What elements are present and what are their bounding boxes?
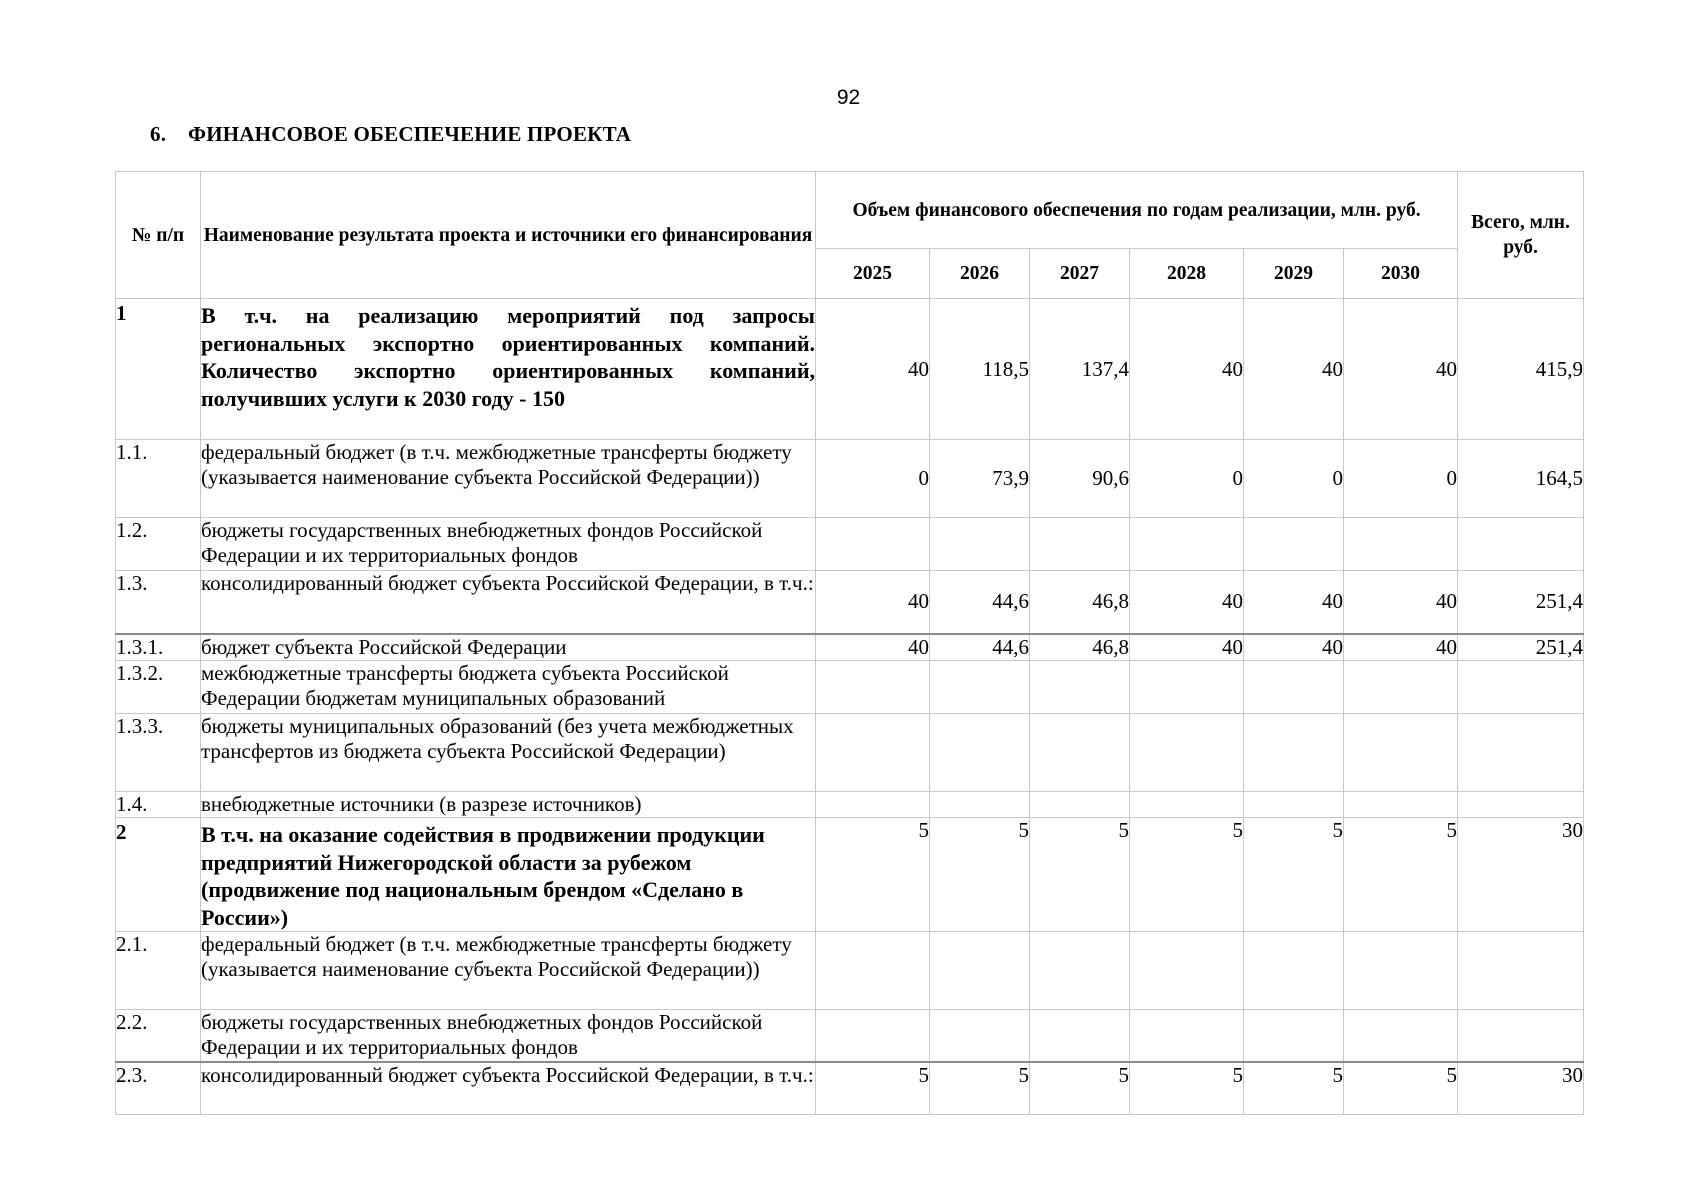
row-name: консолидированный бюджет субъекта Российской Федерации, в т.ч.: [201, 1062, 816, 1115]
value-2027 [1030, 518, 1130, 571]
value-2027 [1030, 714, 1130, 792]
value-2028 [1130, 792, 1244, 818]
value-2028: 40 [1130, 634, 1244, 661]
page-number: 92 [836, 86, 861, 109]
row-number: 1 [116, 299, 201, 440]
header-no: № п/п [116, 172, 201, 299]
value-2026 [930, 792, 1030, 818]
value-2025 [816, 932, 930, 1010]
value-2027: 90,6 [1030, 440, 1130, 518]
value-2026 [930, 661, 1030, 714]
value-2030: 0 [1344, 440, 1458, 518]
header-year-2026: 2026 [930, 249, 1030, 299]
value-2027: 5 [1030, 1062, 1130, 1115]
table-row [116, 440, 1584, 518]
value-total: 251,4 [1458, 571, 1584, 634]
table-row [116, 571, 1584, 634]
value-2028: 0 [1130, 440, 1244, 518]
value-2030 [1344, 714, 1458, 792]
row-number: 2.2. [116, 1010, 201, 1062]
section-title [150, 122, 631, 147]
value-2028 [1130, 1010, 1244, 1062]
value-2030 [1344, 1010, 1458, 1062]
value-2026 [930, 932, 1030, 1010]
value-total [1458, 1010, 1584, 1062]
value-2027: 46,8 [1030, 634, 1130, 661]
row-name: межбюджетные трансферты бюджета субъекта Российской Федерации бюджетам муниципальных образований [201, 661, 816, 714]
value-2027: 137,4 [1030, 299, 1130, 440]
value-total [1458, 932, 1584, 1010]
value-2030 [1344, 792, 1458, 818]
row-number: 1.3. [116, 571, 201, 634]
section-heading: ФИНАНСОВОЕ ОБЕСПЕЧЕНИЕ ПРОЕКТА [188, 122, 632, 146]
header-year-2028: 2028 [1130, 249, 1244, 299]
table-row [116, 299, 1584, 440]
table-row [116, 661, 1584, 714]
value-2025: 40 [816, 571, 930, 634]
value-2026 [930, 1010, 1030, 1062]
table-row [116, 818, 1584, 932]
value-2028 [1130, 714, 1244, 792]
value-2029 [1244, 661, 1344, 714]
value-2026: 44,6 [930, 634, 1030, 661]
header-year-2030: 2030 [1344, 249, 1458, 299]
value-2030 [1344, 932, 1458, 1010]
table-row [116, 1010, 1584, 1062]
section-number: 6. [150, 122, 167, 146]
value-2025 [816, 661, 930, 714]
value-2029: 5 [1244, 818, 1344, 932]
value-2027 [1030, 792, 1130, 818]
value-2029 [1244, 518, 1344, 571]
value-total [1458, 518, 1584, 571]
value-2027 [1030, 932, 1130, 1010]
value-2030 [1344, 661, 1458, 714]
value-2030: 40 [1344, 299, 1458, 440]
value-2030: 5 [1344, 818, 1458, 932]
table-row [116, 518, 1584, 571]
row-number: 1.1. [116, 440, 201, 518]
value-2030: 40 [1344, 571, 1458, 634]
value-total: 251,4 [1458, 634, 1584, 661]
value-2029 [1244, 792, 1344, 818]
value-2029: 5 [1244, 1062, 1344, 1115]
row-name: федеральный бюджет (в т.ч. межбюджетные трансферты бюджету (указывается наименование субъекта Российской Федерации)) [201, 932, 816, 1010]
header-name: Наименование результата проекта и источники его финансирования [201, 172, 816, 299]
value-2027 [1030, 661, 1130, 714]
value-total: 164,5 [1458, 440, 1584, 518]
table-row [116, 1062, 1584, 1115]
value-2025: 5 [816, 1062, 930, 1115]
value-total [1458, 714, 1584, 792]
table-row [116, 714, 1584, 792]
table-row [116, 792, 1584, 818]
value-2026: 5 [930, 1062, 1030, 1115]
value-2026: 73,9 [930, 440, 1030, 518]
value-2025: 0 [816, 440, 930, 518]
value-2025: 40 [816, 299, 930, 440]
value-2025: 40 [816, 634, 930, 661]
row-name: консолидированный бюджет субъекта Российской Федерации, в т.ч.: [201, 571, 816, 634]
value-total: 30 [1458, 1062, 1584, 1115]
row-name: В т.ч. на реализацию мероприятий под запросы региональных экспортно ориентированных компаний. Количество экспортно ориентированных компаний, получивших услуги к 2030 году - 150 [201, 299, 816, 440]
value-2028: 5 [1130, 818, 1244, 932]
value-2028: 5 [1130, 1062, 1244, 1115]
header-year-2029: 2029 [1244, 249, 1344, 299]
row-number: 1.3.3. [116, 714, 201, 792]
row-name: бюджеты муниципальных образований (без учета межбюджетных трансфертов из бюджета субъекта Российской Федерации) [201, 714, 816, 792]
value-2028: 40 [1130, 299, 1244, 440]
value-2028 [1130, 518, 1244, 571]
header-row-1 [116, 172, 1584, 249]
row-name: В т.ч. на оказание содействия в продвижении продукции предприятий Нижегородской области за рубежом (продвижение под национальным брендом «Сделано в России») [201, 818, 816, 932]
value-total [1458, 661, 1584, 714]
row-name: федеральный бюджет (в т.ч. межбюджетные трансферты бюджету (указывается наименование субъекта Российской Федерации)) [201, 440, 816, 518]
value-2025 [816, 518, 930, 571]
value-2028: 40 [1130, 571, 1244, 634]
value-2029 [1244, 1010, 1344, 1062]
header-year-2027: 2027 [1030, 249, 1130, 299]
value-2025 [816, 792, 930, 818]
header-year-2025: 2025 [816, 249, 930, 299]
value-2029 [1244, 714, 1344, 792]
value-2026: 44,6 [930, 571, 1030, 634]
value-2030: 5 [1344, 1062, 1458, 1115]
value-total: 415,9 [1458, 299, 1584, 440]
value-2026 [930, 518, 1030, 571]
row-number: 2.3. [116, 1062, 201, 1115]
row-name: бюджеты государственных внебюджетных фондов Российской Федерации и их территориальных фондов [201, 518, 816, 571]
value-2030: 40 [1344, 634, 1458, 661]
row-number: 1.3.2. [116, 661, 201, 714]
value-2027: 46,8 [1030, 571, 1130, 634]
row-number: 1.4. [116, 792, 201, 818]
header-volume: Объем финансового обеспечения по годам реализации, млн. руб. [816, 172, 1458, 249]
value-2025 [816, 1010, 930, 1062]
value-2027 [1030, 1010, 1130, 1062]
financing-table [115, 171, 1584, 1115]
row-number: 2.1. [116, 932, 201, 1010]
header-total: Всего, млн. руб. [1458, 172, 1584, 299]
value-2029: 40 [1244, 634, 1344, 661]
value-2029 [1244, 932, 1344, 1010]
value-2025 [816, 714, 930, 792]
value-2029: 40 [1244, 571, 1344, 634]
row-name: внебюджетные источники (в разрезе источников) [201, 792, 816, 818]
value-total: 30 [1458, 818, 1584, 932]
row-name: бюджет субъекта Российской Федерации [201, 634, 816, 661]
value-total [1458, 792, 1584, 818]
row-number: 1.2. [116, 518, 201, 571]
row-number: 2 [116, 818, 201, 932]
value-2025: 5 [816, 818, 930, 932]
row-name: бюджеты государственных внебюджетных фондов Российской Федерации и их территориальных фондов [201, 1010, 816, 1062]
value-2026: 118,5 [930, 299, 1030, 440]
row-number: 1.3.1. [116, 634, 201, 661]
table-row [116, 932, 1584, 1010]
value-2026: 5 [930, 818, 1030, 932]
value-2027: 5 [1030, 818, 1130, 932]
value-2026 [930, 714, 1030, 792]
value-2029: 40 [1244, 299, 1344, 440]
value-2028 [1130, 661, 1244, 714]
table-row [116, 634, 1584, 661]
value-2029: 0 [1244, 440, 1344, 518]
value-2030 [1344, 518, 1458, 571]
value-2028 [1130, 932, 1244, 1010]
